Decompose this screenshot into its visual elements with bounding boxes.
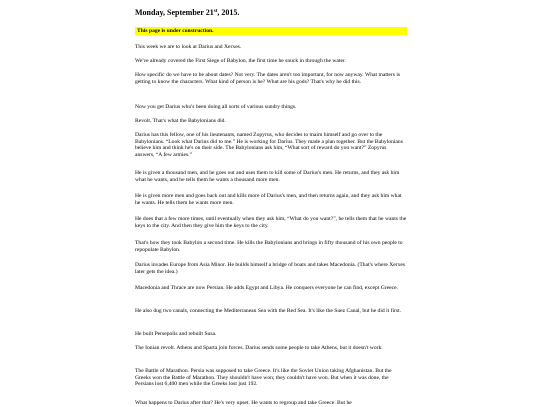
paragraph: Darius invades Europe from Asia Minor. He builds himself a bridge of boats and takes Macedonia. (That's where Xerxes later gets the idea.): [135, 262, 406, 275]
paragraph: He also dug two canals, connecting the Mediterranean Sea with the Red Sea. It's like the Suez Canal, but he did it first.: [135, 308, 402, 314]
paragraph: Now you get Darius who's been doing all sorts of various sundry things.: [135, 104, 297, 110]
paragraph: This week we are to look at Darius and Xerxes.: [135, 44, 242, 50]
paragraph: Darius has this fellow, one of his lieutenants, named Zopyrus, who decides to maim himself and go over to the Babylonians. “Look what Darius did to me.” He is working for Darius. They made a plan together. But the Babylonians believe him and think he's on their side. The Babylonians ask him, “What sort of reward do you want?” Zopyrus answers, “A few armies.”: [135, 132, 403, 158]
paragraph: What happens to Darius after that? He's very upset. He wants to regroup and take Greece. But he: [135, 400, 352, 406]
paragraph: Macedonia and Thrace are now Persian. He adds Egypt and Libya. He conquers everyone he can find, except Greece.: [135, 285, 399, 291]
date-year: , 2015.: [217, 8, 240, 17]
paragraph: He is given more men and goes back out and kills more of Darius's men, and then returns again, and they ask him what he wants. He tells them he wants more men.: [135, 193, 402, 206]
paragraph: He does that a few more times, until eventually when they ask him, “What do you want?”, he tells them that he wants the keys to the city. And then they give him the keys to the city.: [135, 216, 407, 229]
paragraph: He is given a thousand men, and he goes out and uses them to kill some of Darius's men. He returns, and they ask him what he wants, and he tells them he wants a thousand more men.: [135, 170, 400, 183]
paragraph: The Ionian revolt. Athens and Sparta join forces. Darius sends some people to take Athens, but it doesn't work.: [135, 345, 383, 351]
paragraph: How specific do we have to be about dates? Not very. The dates aren't too important, for now anyway. What matters is getting to know the characters. What kind of person is he? What are his gods? That's why he did this.: [135, 72, 401, 85]
paragraph: Revolt. That's what the Babylonians did.: [135, 118, 226, 124]
under-construction-notice: This page is under construction.: [135, 27, 407, 35]
page-date-heading: [135, 8, 239, 18]
paragraph: That's how they took Babylon a second time. He kills the Babylonians and brings in fifty thousand of his own people to repopulate Babylon.: [135, 240, 403, 253]
paragraph: The Battle of Marathon. Persia was supposed to take Greece. It's like the Soviet Union taking Afghanistan. But the Greeks won the Battle of Marathon. They shouldn't have won; they couldn't have won. But when it was done, the Persians lost 6,400 men while the Greeks lost just 192.: [135, 368, 392, 387]
paragraph: He built Persepolis and rebuilt Susa.: [135, 331, 217, 337]
date-text: Monday, September 21: [135, 8, 214, 17]
paragraph: We've already covered the First Siege of Babylon, the first time he snuck in through the water.: [135, 58, 346, 64]
date-ordinal-suffix: st: [213, 9, 218, 14]
